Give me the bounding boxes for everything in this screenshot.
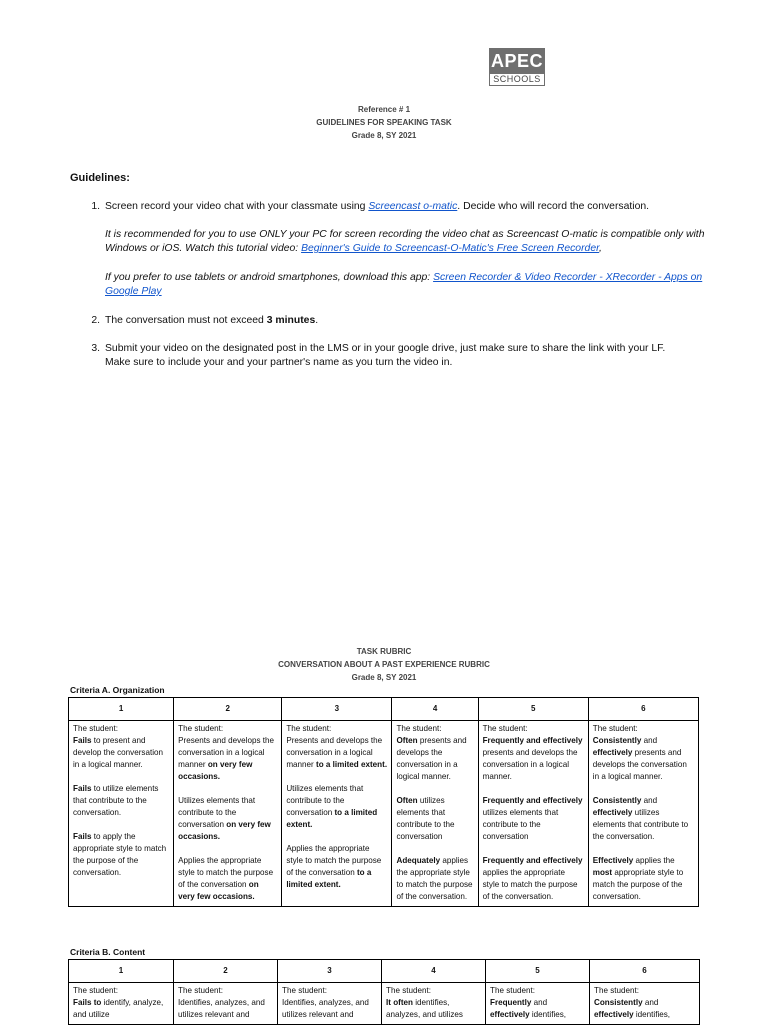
level-header: 4	[382, 960, 486, 983]
level-header: 2	[174, 698, 282, 721]
level-header: 6	[588, 698, 698, 721]
level-header: 6	[590, 960, 700, 983]
table-header-row	[69, 960, 700, 983]
level-header: 1	[69, 698, 174, 721]
level-header: 1	[69, 960, 174, 983]
header-reference: Reference # 1	[357, 105, 411, 114]
guidelines-header	[0, 103, 768, 142]
level-header: 5	[486, 960, 590, 983]
rubric-cell: The student: Presents and develops the conversation in a logical manner on very few occasions. Utilizes elements that contribute to the conversation on very few occasions. Applies the appropriate style to match the purpose of the conversation on very few occasions.	[174, 721, 282, 907]
guideline-number: 2.	[91, 315, 100, 326]
header-grade: Grade 8, SY 2021	[351, 131, 417, 140]
rubric-cell: The student: It often identifies, analyzes, and utilizes	[382, 983, 486, 1025]
level-header: 4	[392, 698, 478, 721]
rubric-title: TASK RUBRIC	[356, 647, 412, 656]
rubric-header	[0, 645, 768, 684]
apec-schools-logo	[489, 48, 545, 86]
rubric-cell: The student: Presents and develops the conversation in a logical manner to a limited extent. Utilizes elements that contribute to the conversation to a limited extent. Applies the appropriate style to match the purpose of the conversation to a limited extent.	[282, 721, 392, 907]
guideline-number: 1.	[91, 201, 100, 212]
level-header: 5	[478, 698, 588, 721]
rubric-grade: Grade 8, SY 2021	[351, 673, 417, 682]
guideline-text: The conversation must not exceed	[105, 315, 267, 326]
guideline-bold-text: 3 minutes	[266, 315, 316, 326]
rubric-cell: The student: Consistently and effectively presents and develops the conversation in a logical manner. Consistently and effectively utilizes elements that contribute to the conversation. Effectively applies the most appropriate style to match the purpose of the conversation.	[588, 721, 698, 907]
rubric-cell: The student: Fails to identify, analyze, and utilize	[69, 983, 174, 1025]
rubric-cell: The student: Often presents and develops the conversation in a logical manner. Often utilizes elements that contribute to the conversation Adequately applies the appropriate style to match the purpose of the conversation.	[392, 721, 478, 907]
criteria-b-table	[68, 959, 700, 1025]
criteria-b-label: Criteria B. Content	[70, 947, 146, 957]
rubric-cell: The student: Identifies, analyzes, and utilizes relevant and	[174, 983, 278, 1025]
guideline-text: Submit your video on the designated post in the LMS or in your google drive, just make sure to share the link with your LF.	[105, 343, 666, 354]
header-title: GUIDELINES FOR SPEAKING TASK	[316, 118, 452, 127]
table-row	[69, 721, 699, 907]
table-header-row	[69, 698, 699, 721]
rubric-subtitle: CONVERSATION ABOUT A PAST EXPERIENCE RUBRIC	[278, 660, 490, 669]
guideline-text: Make sure to include your and your partner's name as you turn the video in.	[105, 357, 453, 368]
guidelines-title: Guidelines:	[70, 172, 130, 184]
note-text: If you prefer to use tablets or android smartphones, download this app:	[105, 272, 434, 283]
level-header: 3	[278, 960, 382, 983]
guideline-text: Screen record your video chat with your classmate using	[105, 201, 369, 212]
rubric-cell: The student: Fails to present and develop the conversation in a logical manner. Fails to utilize elements that contribute to the conversation. Fails to apply the appropriate style to match the purpose of the conversation.	[69, 721, 174, 907]
note-text: ,	[598, 243, 602, 254]
xrecorder-app-link[interactable]: Screen Recorder & Video Recorder - XRecorder - Apps on Google Play	[105, 272, 703, 297]
logo-top-text: APEC	[489, 48, 545, 74]
rubric-cell: The student: Frequently and effectively presents and develops the conversation in a logical manner. Frequently and effectively utilizes elements that contribute to the conversation Frequently and effectively applies the appropriate style to match the purpose of the conversation.	[478, 721, 588, 907]
guideline-number: 3.	[91, 343, 100, 354]
note-text: It is recommended for you to use ONLY your PC for screen recording the video chat as Screencast O-matic is compatible only with Windows or iOS. Watch this tutorial video:	[105, 229, 705, 254]
rubric-cell: The student: Consistently and effectively identifies,	[590, 983, 700, 1025]
rubric-cell: The student: Identifies, analyzes, and utilizes relevant and	[278, 983, 382, 1025]
criteria-a-table	[68, 697, 699, 907]
level-header: 3	[282, 698, 392, 721]
table-row	[69, 983, 700, 1025]
screencast-link[interactable]: Screencast o-matic	[368, 201, 458, 212]
criteria-a-label: Criteria A. Organization	[70, 685, 165, 695]
guideline-text: . Decide who will record the conversation.	[457, 201, 650, 212]
level-header: 2	[174, 960, 278, 983]
tutorial-video-link[interactable]: Beginner's Guide to Screencast-O-Matic's Free Screen Recorder	[301, 243, 599, 254]
guideline-text: .	[315, 315, 319, 326]
rubric-cell: The student: Frequently and effectively identifies,	[486, 983, 590, 1025]
logo-bottom-text: SCHOOLS	[489, 74, 545, 86]
